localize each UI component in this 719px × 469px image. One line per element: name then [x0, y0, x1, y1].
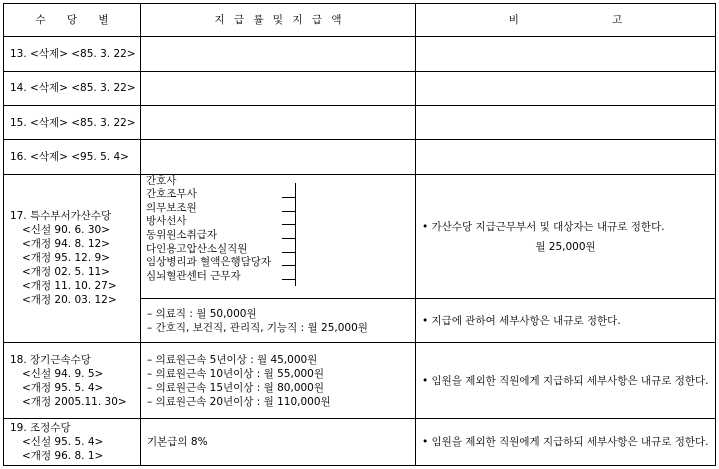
- row-14-pay: [141, 71, 416, 105]
- row-17-history-2: <개정 94. 8. 12>: [22, 238, 110, 251]
- row-19-title: 19. 조정수당: [10, 422, 71, 435]
- bracket-tick: [282, 252, 295, 253]
- bracket-line: [282, 183, 296, 286]
- row-19-history-2: <개정 96. 8. 1>: [22, 450, 104, 463]
- row-19-pay: 기본급의 8%: [141, 419, 416, 466]
- row-17-history-6: <개정 20. 03. 12>: [22, 294, 117, 307]
- row-18-title: 18. 장기근속수당: [10, 353, 91, 366]
- header-pay-rate: 지 급 률 및 지 급 액: [141, 4, 416, 37]
- header-remarks: 비 고: [416, 4, 716, 37]
- staff-5: 동위원소취급자: [146, 228, 218, 241]
- row-13-pay: [141, 37, 416, 71]
- row-17-note-1-amount: 월 25,000원: [535, 240, 596, 253]
- row-18-item: [4, 343, 141, 419]
- row-17-staff-bracket: [141, 175, 415, 284]
- row-14-note: [416, 71, 716, 105]
- bracket-tick: [282, 224, 295, 225]
- row-17-pay-other: – 간호직, 보건직, 관리직, 기능직 : 월 25,000원: [147, 321, 368, 334]
- staff-8: 심뇌혈관센터 근무자: [146, 269, 241, 282]
- row-17-history-1: <신설 90. 6. 30>: [22, 224, 110, 237]
- row-17-item: [4, 174, 141, 343]
- row-15-note: [416, 105, 716, 139]
- row-18-note: • 임원을 제외한 직원에게 지급하되 세부사항은 내규로 정한다.: [416, 343, 716, 419]
- table-row: [4, 174, 716, 299]
- table-row: [4, 419, 716, 466]
- staff-3: 의무보조원: [146, 201, 197, 214]
- table-row: [4, 105, 716, 139]
- table-row: [4, 71, 716, 105]
- header-row: [4, 4, 716, 37]
- row-17-pay-medical: – 의료직 : 월 50,000원: [147, 307, 257, 320]
- staff-1: 간호사: [146, 174, 177, 187]
- row-16-note: [416, 140, 716, 174]
- row-17-note-1-text: • 가산수당 지급근무부서 및 대상자는 내규로 정한다.: [422, 220, 665, 233]
- row-19-history-1: <신설 95. 5. 4>: [22, 436, 104, 449]
- bracket-tick: [282, 238, 295, 239]
- header-allowance-type: 수 당 별: [4, 4, 141, 37]
- row-18-history-1: <신설 94. 9. 5>: [22, 367, 104, 380]
- row-18-history-2: <개정 95. 5. 4>: [22, 381, 104, 394]
- row-17-note-1: [416, 174, 716, 299]
- row-17-history-4: <개정 02. 5. 11>: [22, 266, 110, 279]
- bracket-tick: [282, 211, 295, 212]
- row-17-note-2: • 지급에 관하여 세부사항은 내규로 정한다.: [416, 299, 716, 343]
- row-13-item: 13. <삭제> <85. 3. 22>: [4, 37, 141, 71]
- row-16-pay: [141, 140, 416, 174]
- row-14-item: 14. <삭제> <85. 3. 22>: [4, 71, 141, 105]
- row-17-title: 17. 특수부서가산수당: [10, 210, 112, 223]
- row-17-history-5: <개정 11. 10. 27>: [22, 280, 117, 293]
- staff-7: 임상병리과 혈액은행담당자: [146, 256, 272, 269]
- staff-6: 다인용고압산소실직원: [146, 242, 248, 255]
- row-13-note: [416, 37, 716, 71]
- staff-4: 방사선사: [146, 215, 187, 228]
- table-row: [4, 37, 716, 71]
- row-19-item: [4, 419, 141, 466]
- table-row: [4, 343, 716, 419]
- bracket-tick: [282, 265, 295, 266]
- bracket-tick: [282, 197, 295, 198]
- row-18-pay-5y: – 의료원근속 5년이상 : 월 45,000원: [147, 353, 318, 366]
- row-18-pay: [141, 343, 416, 419]
- row-18-pay-10y: – 의료원근속 10년이상 : 월 55,000원: [147, 367, 325, 380]
- row-18-pay-15y: – 의료원근속 15년이상 : 월 80,000원: [147, 381, 325, 394]
- row-17-history-3: <개정 95. 12. 9>: [22, 252, 110, 265]
- row-15-item: 15. <삭제> <85. 3. 22>: [4, 105, 141, 139]
- row-17-pay-2: [141, 299, 416, 343]
- row-18-history-3: <개정 2005.11. 30>: [22, 395, 127, 408]
- row-16-item: 16. <삭제> <95. 5. 4>: [4, 140, 141, 174]
- row-15-pay: [141, 105, 416, 139]
- bracket-tick: [282, 279, 295, 280]
- row-18-pay-20y: – 의료원근속 20년이상 : 월 110,000원: [147, 395, 331, 408]
- table-row: [4, 140, 716, 174]
- staff-2: 간호조무사: [146, 188, 197, 201]
- allowance-table: [3, 3, 716, 466]
- row-19-note: • 임원을 제외한 직원에게 지급하되 세부사항은 내규로 정한다.: [416, 419, 716, 466]
- row-17-staff-list: [141, 174, 416, 299]
